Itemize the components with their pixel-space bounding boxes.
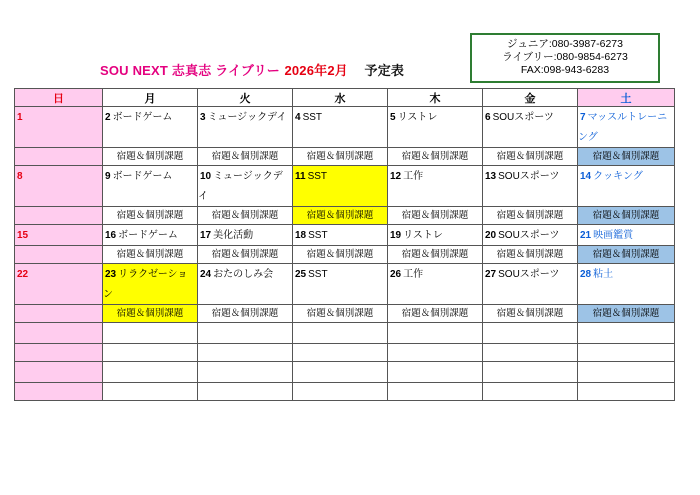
day-cell[interactable] [388, 166, 483, 207]
day-number: 11 [295, 171, 306, 182]
day-number: 1 [17, 112, 23, 123]
day-activity-title [23, 171, 25, 182]
day-cell[interactable] [198, 107, 293, 148]
homework-cell[interactable] [293, 344, 388, 362]
homework-label: 宿題＆個別課題 [592, 308, 660, 319]
homework-label: 宿題＆個別課題 [211, 151, 279, 162]
homework-cell[interactable] [483, 305, 578, 323]
day-activity-title: ミュージックデイ [207, 112, 287, 123]
day-activity-title: リストレ [403, 230, 443, 241]
calendar-day-row [15, 107, 675, 148]
day-activity-title [200, 367, 202, 378]
day-activity-title: ボードゲーム [112, 171, 173, 182]
homework-cell[interactable] [293, 207, 388, 225]
day-activity-title: リストレ [397, 112, 438, 123]
day-activity-title: SOUスポーツ [498, 171, 560, 182]
homework-cell[interactable] [578, 246, 675, 264]
day-cell[interactable] [578, 264, 675, 305]
header-thursday: 木 [388, 89, 483, 107]
homework-label: 宿題＆個別課題 [211, 210, 279, 221]
day-number: 15 [17, 230, 29, 241]
page-title [100, 60, 404, 80]
day-activity-title [580, 328, 582, 339]
day-activity-title: SST [308, 230, 328, 241]
day-number: 7 [580, 112, 586, 123]
day-activity-title: ボードゲーム [112, 112, 173, 123]
day-activity-title [390, 328, 392, 339]
homework-cell[interactable] [103, 344, 198, 362]
day-number: 24 [200, 269, 212, 280]
day-cell[interactable] [15, 225, 103, 246]
day-activity-title [105, 328, 107, 339]
day-cell[interactable] [198, 323, 293, 344]
homework-label: 宿題＆個別課題 [116, 210, 184, 221]
day-number: 17 [200, 230, 212, 241]
day-cell[interactable] [483, 107, 578, 148]
day-number: 20 [485, 230, 497, 241]
calendar-event-row [15, 148, 675, 166]
day-cell[interactable] [103, 166, 198, 207]
homework-cell[interactable] [103, 148, 198, 166]
homework-label: 宿題＆個別課題 [306, 151, 374, 162]
homework-label: 宿題＆個別課題 [306, 210, 374, 221]
homework-cell[interactable] [198, 305, 293, 323]
calendar-day-row [15, 225, 675, 246]
day-activity-title: おたのしみ会 [213, 269, 274, 280]
homework-cell[interactable] [388, 383, 483, 401]
homework-label: 宿題＆個別課題 [496, 210, 564, 221]
calendar-event-row [15, 305, 675, 323]
homework-cell[interactable] [103, 305, 198, 323]
homework-cell[interactable] [578, 148, 675, 166]
day-cell[interactable] [103, 362, 198, 383]
homework-cell[interactable] [198, 246, 293, 264]
day-cell[interactable] [103, 107, 198, 148]
homework-cell[interactable] [388, 148, 483, 166]
day-activity-title: リラクゼーション [103, 269, 188, 300]
day-activity-title: SOUスポーツ [498, 230, 560, 241]
homework-cell[interactable] [483, 207, 578, 225]
day-cell[interactable] [293, 362, 388, 383]
calendar-header-row [15, 89, 675, 107]
day-number: 18 [295, 230, 307, 241]
calendar-day-row [15, 264, 675, 305]
homework-label: 宿題＆個別課題 [116, 151, 184, 162]
day-number: 23 [105, 269, 117, 280]
homework-cell[interactable] [15, 383, 103, 401]
homework-label: 宿題＆個別課題 [401, 151, 469, 162]
day-cell[interactable] [198, 225, 293, 246]
day-cell[interactable] [103, 323, 198, 344]
day-number: 3 [200, 112, 206, 123]
homework-label: 宿題＆個別課題 [306, 249, 374, 260]
day-cell[interactable] [293, 107, 388, 148]
day-cell[interactable] [15, 323, 103, 344]
day-cell[interactable] [483, 225, 578, 246]
homework-label: 宿題＆個別課題 [592, 210, 660, 221]
header-friday: 金 [483, 89, 578, 107]
day-cell[interactable] [388, 264, 483, 305]
homework-label: 宿題＆個別課題 [496, 308, 564, 319]
header-monday: 月 [103, 89, 198, 107]
header-sunday: 日 [15, 89, 103, 107]
day-activity-title: SOUスポーツ [492, 112, 554, 123]
homework-label: 宿題＆個別課題 [211, 308, 279, 319]
day-number: 13 [485, 171, 497, 182]
day-cell[interactable] [198, 362, 293, 383]
day-cell[interactable] [483, 264, 578, 305]
calendar-body [15, 107, 675, 401]
homework-cell[interactable] [578, 305, 675, 323]
calendar-event-row [15, 344, 675, 362]
header-tuesday: 火 [198, 89, 293, 107]
day-activity-title: 工作 [403, 269, 424, 280]
day-number: 4 [295, 112, 301, 123]
homework-label: 宿題＆個別課題 [496, 151, 564, 162]
calendar-event-row [15, 383, 675, 401]
day-activity-title: 粘土 [593, 269, 614, 280]
day-activity-title [295, 367, 297, 378]
homework-label: 宿題＆個別課題 [401, 308, 469, 319]
day-number: 5 [390, 112, 396, 123]
contact-line-junior: ジュニア:080-3987-6273 [507, 38, 623, 50]
header-wednesday: 水 [293, 89, 388, 107]
homework-cell[interactable] [483, 148, 578, 166]
day-number: 8 [17, 171, 23, 182]
day-number: 22 [17, 269, 29, 280]
day-cell[interactable] [293, 225, 388, 246]
day-number: 2 [105, 112, 111, 123]
day-cell[interactable] [15, 166, 103, 207]
day-number: 16 [105, 230, 117, 241]
homework-cell[interactable] [388, 207, 483, 225]
day-cell[interactable] [293, 264, 388, 305]
calendar-day-row [15, 166, 675, 207]
day-number: 12 [390, 171, 402, 182]
homework-cell[interactable] [293, 305, 388, 323]
homework-cell[interactable] [293, 383, 388, 401]
day-cell[interactable] [293, 166, 388, 207]
homework-label: 宿題＆個別課題 [401, 249, 469, 260]
homework-cell[interactable] [388, 344, 483, 362]
day-activity-title [28, 230, 30, 241]
header-saturday: 土 [578, 89, 675, 107]
homework-cell[interactable] [198, 207, 293, 225]
day-cell[interactable] [388, 323, 483, 344]
calendar-day-row [15, 323, 675, 344]
day-cell[interactable] [198, 166, 293, 207]
day-activity-title [485, 328, 487, 339]
homework-label: 宿題＆個別課題 [211, 249, 279, 260]
homework-cell[interactable] [483, 383, 578, 401]
day-cell[interactable] [388, 362, 483, 383]
day-number: 28 [580, 269, 592, 280]
day-cell[interactable] [578, 362, 675, 383]
day-activity-title [105, 367, 107, 378]
day-activity-title: SST [302, 112, 323, 123]
day-cell[interactable] [293, 323, 388, 344]
homework-cell[interactable] [103, 207, 198, 225]
day-activity-title: ミュージックデイ [198, 171, 283, 202]
day-number: 10 [200, 171, 212, 182]
calendar-table [14, 88, 675, 401]
day-cell[interactable] [578, 225, 675, 246]
homework-cell[interactable] [103, 246, 198, 264]
homework-cell[interactable] [15, 344, 103, 362]
day-number: 14 [580, 171, 592, 182]
day-cell[interactable] [15, 107, 103, 148]
homework-cell[interactable] [103, 383, 198, 401]
day-activity-title [200, 328, 202, 339]
homework-cell[interactable] [15, 148, 103, 166]
day-cell[interactable] [198, 264, 293, 305]
homework-label: 宿題＆個別課題 [116, 308, 184, 319]
day-cell[interactable] [388, 225, 483, 246]
homework-label: 宿題＆個別課題 [592, 249, 660, 260]
homework-label: 宿題＆個別課題 [592, 151, 660, 162]
homework-cell[interactable] [15, 246, 103, 264]
day-cell[interactable] [388, 107, 483, 148]
day-activity-title: SST [308, 269, 328, 280]
day-activity-title [28, 269, 30, 280]
day-number: 25 [295, 269, 307, 280]
homework-cell[interactable] [578, 207, 675, 225]
homework-cell[interactable] [198, 383, 293, 401]
day-activity-title: 美化活動 [213, 230, 254, 241]
day-activity-title [390, 367, 392, 378]
day-cell[interactable] [578, 323, 675, 344]
homework-label: 宿題＆個別課題 [116, 249, 184, 260]
homework-label: 宿題＆個別課題 [496, 249, 564, 260]
day-activity-title [485, 367, 487, 378]
day-activity-title: ボードゲーム [118, 230, 178, 241]
day-cell[interactable] [483, 323, 578, 344]
day-activity-title [17, 367, 19, 378]
homework-label: 宿題＆個別課題 [401, 210, 469, 221]
contact-box [470, 33, 660, 83]
day-cell[interactable] [483, 166, 578, 207]
day-number: 21 [580, 230, 592, 241]
day-activity-title: SOUスポーツ [498, 269, 560, 280]
title-label: 予定表 [364, 63, 405, 78]
day-cell[interactable] [103, 264, 198, 305]
homework-cell[interactable] [293, 148, 388, 166]
day-number: 26 [390, 269, 402, 280]
homework-cell[interactable] [483, 344, 578, 362]
day-activity-title [23, 112, 25, 123]
day-number: 9 [105, 171, 111, 182]
title-period: 2026年2月 [284, 63, 348, 78]
day-cell[interactable] [15, 264, 103, 305]
day-number: 19 [390, 230, 402, 241]
title-org: SOU NEXT 志真志 ライブリー [100, 63, 280, 78]
day-activity-title: 映画鑑賞 [593, 230, 634, 241]
day-activity-title [580, 367, 582, 378]
calendar-day-row [15, 362, 675, 383]
homework-cell[interactable] [293, 246, 388, 264]
calendar-event-row [15, 246, 675, 264]
day-number: 27 [485, 269, 497, 280]
homework-cell[interactable] [388, 305, 483, 323]
day-cell[interactable] [578, 166, 675, 207]
homework-cell[interactable] [15, 207, 103, 225]
day-activity-title [17, 328, 19, 339]
day-activity-title [295, 328, 297, 339]
day-number: 6 [485, 112, 491, 123]
day-activity-title: 工作 [403, 171, 424, 182]
contact-line-lively: ライブリー:080-9854-6273 [502, 51, 628, 63]
homework-cell[interactable] [578, 383, 675, 401]
calendar-event-row [15, 207, 675, 225]
homework-cell[interactable] [388, 246, 483, 264]
contact-line-fax: FAX:098-943-6283 [520, 64, 610, 76]
day-activity-title: マッスルトレーニング [578, 112, 668, 143]
homework-cell[interactable] [483, 246, 578, 264]
homework-cell[interactable] [578, 344, 675, 362]
homework-cell[interactable] [198, 344, 293, 362]
day-cell[interactable] [103, 225, 198, 246]
homework-label: 宿題＆個別課題 [306, 308, 374, 319]
day-cell[interactable] [578, 107, 675, 148]
homework-cell[interactable] [15, 305, 103, 323]
homework-cell[interactable] [198, 148, 293, 166]
day-cell[interactable] [15, 362, 103, 383]
day-activity-title: クッキング [593, 171, 643, 182]
day-cell[interactable] [483, 362, 578, 383]
day-activity-title: SST [307, 171, 328, 182]
